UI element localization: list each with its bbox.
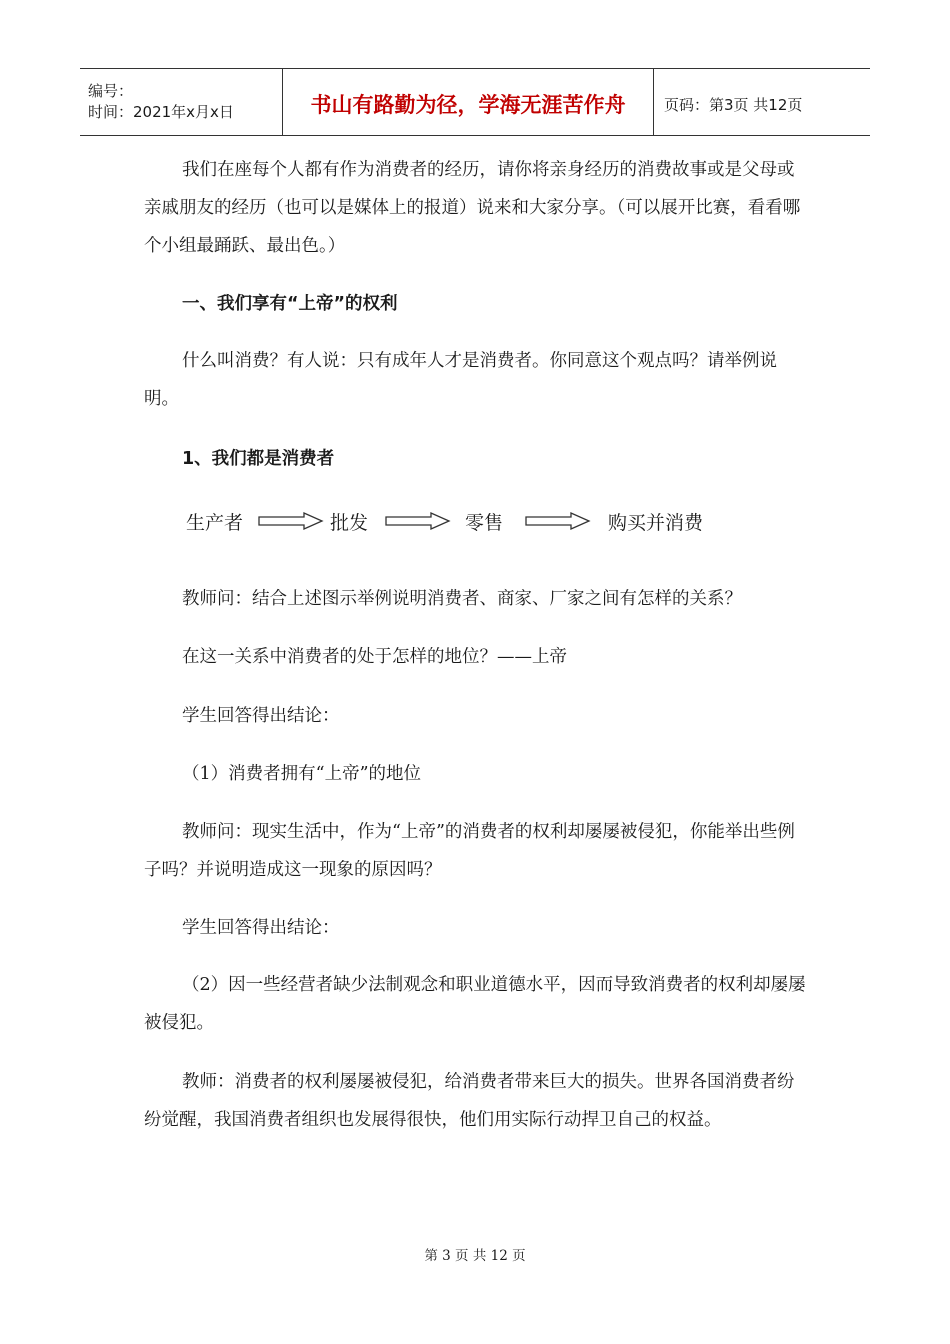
flow-node-producer: 生产者 — [186, 512, 244, 534]
time-label: 时间：2021年x月x日 — [88, 103, 234, 121]
paragraph-teacher-q2: 教师问：现实生活中，作为“上帝”的消费者的权利却屡屡被侵犯，你能举出些例子吗？并说明造成这一现象的原因吗？ — [144, 822, 795, 880]
subheading-1: 1、我们都是消费者 — [182, 449, 335, 469]
paragraph-conclusion-2: （2）因一些经营者缺少法制观念和职业道德水平，因而导致消费者的权利却屡屡被侵犯。 — [144, 975, 806, 1033]
flow-node-wholesale: 批发 — [330, 512, 369, 534]
paragraph-question: 什么叫消费？有人说：只有成年人才是消费者。你同意这个观点吗？请举例说明。 — [144, 351, 777, 409]
paragraph-status: 在这一关系中消费者的处于怎样的地位？——上帝 — [182, 647, 567, 667]
motto-text: 书山有路勤为径，学海无涯苦作舟 — [310, 93, 626, 117]
arrow-right-icon — [258, 512, 324, 530]
paragraph-teacher-statement: 教师：消费者的权利屡屡被侵犯，给消费者带来巨大的损失。世界各国消费者纷纷觉醒，我国消费者组织也发展得很快，他们用实际行动捍卫自己的权益。 — [144, 1072, 795, 1130]
header-motto — [282, 69, 654, 135]
page-header — [80, 68, 870, 136]
paragraph-teacher-q1: 教师问：结合上述图示举例说明消费者、商家、厂家之间有怎样的关系？ — [182, 589, 742, 609]
arrow-right-icon — [385, 512, 451, 530]
section-heading-1: 一、我们享有“上帝”的权利 — [182, 294, 398, 314]
paragraph-student-answer-1: 学生回答得出结论： — [182, 706, 340, 726]
page-footer: 第 3 页 共 12 页 — [424, 1248, 526, 1264]
paragraph-student-answer-2: 学生回答得出结论： — [182, 918, 340, 938]
arrow-right-icon — [525, 512, 591, 530]
paragraph-conclusion-1: （1）消费者拥有“上帝”的地位 — [182, 764, 422, 784]
flow-node-consume: 购买并消费 — [608, 512, 704, 534]
header-meta — [80, 69, 282, 135]
page-info-text: 页码：第3页 共12页 — [664, 95, 803, 114]
code-label: 编号： — [88, 82, 134, 100]
flow-diagram — [184, 502, 744, 542]
header-page-info — [654, 69, 870, 135]
flow-node-retail: 零售 — [465, 512, 504, 534]
paragraph-intro: 我们在座每个人都有作为消费者的经历，请你将亲身经历的消费故事或是父母或亲戚朋友的经历（也可以是媒体上的报道）说来和大家分享。（可以展开比赛，看看哪个小组最踊跃、最出色。） — [144, 160, 801, 256]
